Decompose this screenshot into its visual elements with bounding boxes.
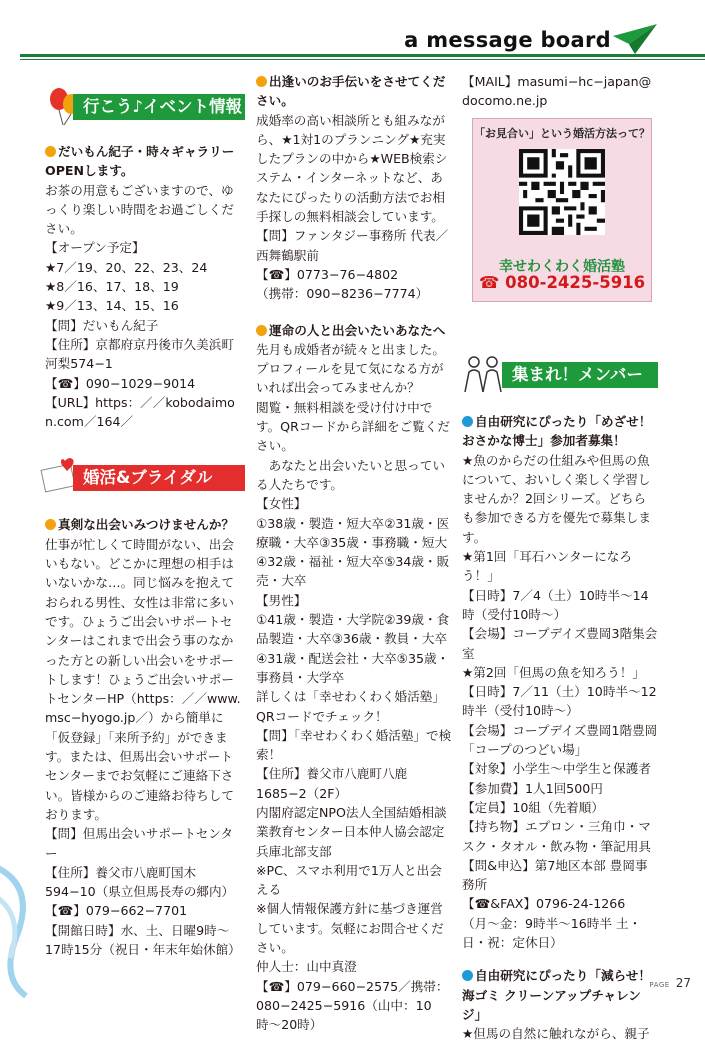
marriage-banner-label: 婚活&ブライダル xyxy=(83,468,213,488)
bullet-dot-icon xyxy=(462,970,473,981)
destiny-line: 仲人士：山中真澄 xyxy=(256,959,357,975)
fantasy-line: 【☎】0773−76−4802 xyxy=(256,266,399,282)
destiny-line: 先月も成婚者が続々と出ました。プロフィールを見て気になる方がいれば出会ってみませんか？ xyxy=(256,341,445,396)
column-1 xyxy=(45,92,245,959)
members-banner xyxy=(462,360,658,408)
gallery-line: 【住所】京都府京丹後市久美浜町河梨574−1 xyxy=(45,336,234,372)
support-body: 仕事が忙しくて時間がない、出会いもない。どこかに理想の相手はいないかな…。同じ悩みを抱えておられる男性、女性は非常に多いです。ひょうご出会いサポートセンターはこれまで出会う事のなかった方との新しい出会いをサポートします！ひょうご出会いサポートセンターHP（https：／／www.msc−hyogo.jp／）から簡単に「仮登録」「来所予約」ができます。または、但馬出会いサポートセンターまでお気軽にご連絡下さい。皆様からのご連絡お待ちしております。 xyxy=(45,536,241,822)
support-line: 【☎】079−662−7701 xyxy=(45,903,188,919)
people-icon xyxy=(460,354,506,394)
gallery-line: ★9／13、14、15、16 xyxy=(45,298,179,314)
bullet-dot-icon xyxy=(256,76,267,87)
destiny-line: 【☎】079−660−2575／携帯：080−2425−5916（山中：10時〜20時） xyxy=(256,978,449,1033)
mail-line[interactable]: 【MAIL】masumi−hc−japan@docomo.ne.jp xyxy=(462,74,652,109)
fantasy-body: 成婚率の高い相談所とも組みながら、★1対1のプランニング★充実したプランの中から★WEB検索システム・インターネットなど、あなたにぴったりの活動方法でお相手探しの無料相談会しています。 xyxy=(256,112,448,225)
events-banner-label: 行こう♪イベント情報 xyxy=(83,97,243,116)
fish-line: 【問&申込】第7地区本部 豊岡事務所 xyxy=(462,857,648,893)
destiny-line: 【女性】 xyxy=(256,496,307,512)
fish-line: ★第2回「但馬の魚を知ろう！」 xyxy=(462,664,646,680)
gallery-line: 【問】だいもん紀子 xyxy=(45,317,159,333)
header-rule xyxy=(20,54,705,57)
fish-line: 【参加費】1人1回500円 xyxy=(462,780,603,796)
bullet-dot-icon xyxy=(256,325,267,336)
fish-line: 【対象】小学生〜中学生と保護者 xyxy=(462,761,651,777)
qr-phone: ☎ 080-2425-5916 xyxy=(478,273,646,292)
events-banner xyxy=(45,92,245,122)
qr-org-name: 幸せわくわく婚活塾 xyxy=(499,259,625,275)
gallery-line: ★8／16、17、18、19 xyxy=(45,279,179,295)
bullet-dot-icon xyxy=(45,519,56,530)
gallery-line: ★7／19、20、22、23、24 xyxy=(45,259,208,275)
fish-line: 【☎&FAX】0796-24-1266（月〜金：9時半〜16時半 土・日・祝：定休日） xyxy=(462,896,642,951)
paper-plane-icon xyxy=(611,22,659,56)
qr-advert xyxy=(472,118,652,302)
fish-line: ★魚のからだの仕組みや但馬の魚について、おいしく楽しく学習しませんか？2回シリーズ。どちらも参加できる方を優先で募集します。 xyxy=(462,452,651,545)
support-line: 【住所】養父市八鹿町国木594−10（県立但馬長寿の郷内） xyxy=(45,864,235,900)
trash-line: ★但馬の自然に触れながら、親子 xyxy=(462,1026,650,1042)
qr-question: 「お見合い」という婚活方法って？ xyxy=(474,127,650,140)
fish-line: 【日時】7／4（土）10時半〜14時（受付10時〜） xyxy=(462,587,649,622)
qr-code-icon[interactable] xyxy=(519,149,605,235)
destiny-line: 詳しくは「幸せわくわく婚活塾」QRコードでチェック！ xyxy=(256,689,445,724)
fantasy-heading: 出逢いのお手伝いをさせてください。 xyxy=(256,74,446,109)
destiny-line: 内閣府認定NPO法人全国結婚相談業教育センター日本仲人協会認定兵庫北部支部 xyxy=(256,804,447,859)
fish-line: 【会場】コープデイズ豊岡3階集会室 xyxy=(462,626,658,661)
gallery-url[interactable]: 【URL】https：／／kobodaimon.com／164／ xyxy=(45,394,235,430)
phone-icon: ☎ xyxy=(478,273,500,292)
destiny-line: あなたと出会いたいと思っている人たちです。 xyxy=(256,457,445,492)
bullet-dot-icon xyxy=(462,416,473,427)
destiny-line: 【問】「幸せわくわく婚活塾」で検索！ xyxy=(256,727,452,763)
support-heading: 真剣な出会いみつけませんか？ xyxy=(45,515,245,534)
gallery-line: 【☎】090−1029−9014 xyxy=(45,375,196,391)
support-line: 【問】但馬出会いサポートセンター xyxy=(45,826,234,861)
bullet-dot-icon xyxy=(45,146,56,157)
gallery-line: お茶の用意もございますので、ゆっくり楽しい時間をお過ごしください。 xyxy=(45,182,234,237)
destiny-line: ①41歳・製造・大学院②39歳・食品製造・大卒③36歳・教員・大卒④31歳・配送会社・大卒⑤35歳・事務員・大学卒 xyxy=(256,612,450,685)
destiny-line: 閲覧・無料相談を受け付け中です。QRコードから詳細をご覧ください。 xyxy=(256,399,450,454)
destiny-line: ※PC、スマホ利用で1万人と出会える xyxy=(256,862,442,898)
fish-heading: 自由研究にぴったり「めざせ！おさかな博士」参加者募集！ xyxy=(462,414,652,449)
trash-heading: 自由研究にぴったり「減らせ！海ゴミ クリーンアップチャレンジ」 xyxy=(462,968,651,1022)
destiny-line: 【住所】養父市八鹿町八鹿1685−2（2F） xyxy=(256,766,408,801)
column-2 xyxy=(256,72,452,1035)
fish-line: 【会場】コープデイズ豊岡1階豊岡「コープのつどい場」 xyxy=(462,722,658,758)
members-banner-label: 集まれ！メンバー募集 xyxy=(512,365,643,408)
destiny-line: 【男性】 xyxy=(256,592,307,608)
gallery-heading: だいもん紀子・時々ギャラリーOPENします。 xyxy=(45,144,235,179)
column-3-lower xyxy=(462,360,658,1044)
page-title: a message board xyxy=(404,28,611,52)
fish-line: ★第1回「耳石ハンターになろう！」 xyxy=(462,549,632,584)
gallery-line: 【オープン予定】 xyxy=(45,240,145,256)
destiny-line: ※個人情報保護方針に基づき運営しています。気軽にお問合せください。 xyxy=(256,901,444,956)
marriage-banner xyxy=(45,463,245,493)
fantasy-line: （携帯：090−8236−7774） xyxy=(256,286,429,302)
fantasy-line: 【問】ファンタジー事務所 代表／西舞鶴駅前 xyxy=(256,228,449,263)
fish-line: 【持ち物】エプロン・三角巾・マスク・タオル・飲み物・筆記用具 xyxy=(462,819,651,854)
header-rule-thin xyxy=(20,59,705,60)
fish-line: 【日時】7／11（土）10時半〜12時半（受付10時〜） xyxy=(462,684,657,719)
page-number: PAGE 27 xyxy=(649,976,691,990)
fish-line: 【定員】10組（先着順） xyxy=(462,799,604,815)
destiny-line: ①38歳・製造・短大卒②31歳・医療職・大卒③35歳・事務職・短大④32歳・福祉・短大卒⑤34歳・販売・大卒 xyxy=(256,515,450,589)
decorative-swirl-icon xyxy=(0,848,56,998)
support-line: 【開館日時】水、土、日曜9時〜17時15分（祝日・年末年始休館） xyxy=(45,922,241,957)
destiny-heading: 運命の人と出会いたいあなたへ xyxy=(256,321,452,340)
column-3 xyxy=(462,72,658,111)
